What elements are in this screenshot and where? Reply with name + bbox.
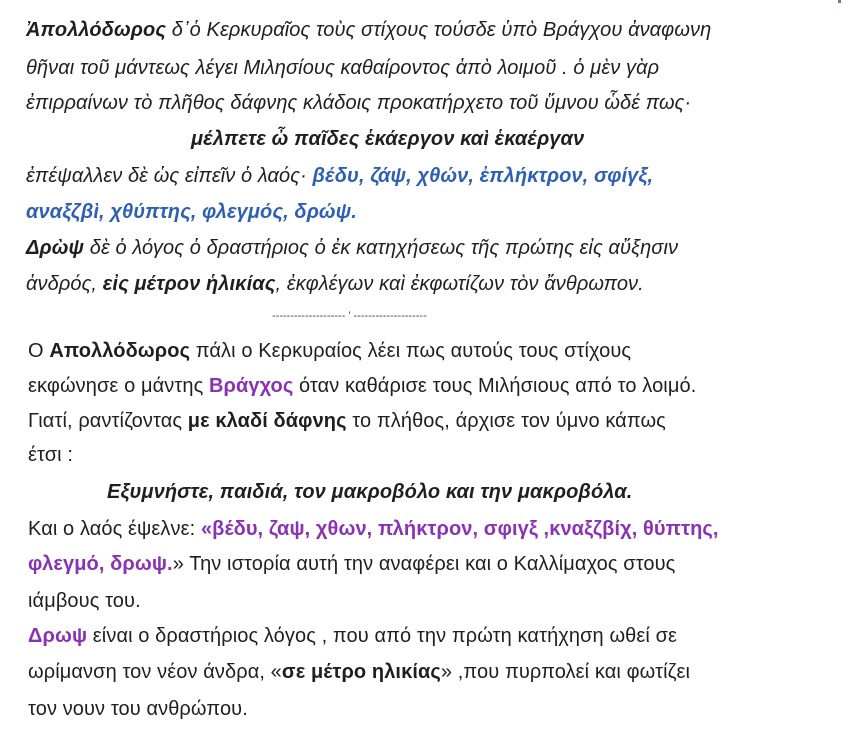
modern-line-3 — [28, 408, 666, 434]
modern-text: Ο — [28, 340, 50, 362]
ancient-text: , ἐκφλέγων καὶ ἐκφωτίζων τὸν ἄνθρωπον. — [275, 273, 644, 295]
modern-text: εκφώνησε ο μάντης — [28, 375, 209, 397]
author-name-modern: Απολλόδωρος — [49, 340, 191, 362]
modern-text: Και ο λαός έψελνε: — [28, 518, 201, 540]
magic-words-ancient-cont: αναξζβὶ, χθύπτης, φλεγμός, δρώψ. — [26, 201, 357, 223]
modern-text: » ,που πυρπολεί και φωτίζει — [440, 661, 691, 683]
ancient-line-8 — [26, 271, 644, 297]
modern-line-6 — [28, 516, 719, 542]
modern-text: όταν καθάρισε τους Μιλήσιους από το λοιμό. — [293, 375, 697, 397]
modern-text: το πλήθος, άρχισε τον ύμνο κάπως — [346, 410, 666, 432]
modern-line-9 — [28, 623, 677, 649]
ancient-line-5 — [26, 163, 653, 189]
drops-term: Δρὼψ — [26, 237, 85, 259]
drops-term-modern: Δρωψ — [28, 625, 88, 647]
modern-text: » Την ιστορία αυτή την αναφέρει και ο Καλλίμαχος στους — [172, 553, 676, 575]
ancient-line-1 — [26, 17, 711, 43]
modern-emphasis: σε μέτρο ηλικίας — [281, 661, 441, 683]
modern-text: ωρίμανση τον νέον άνδρα, « — [28, 661, 282, 683]
ancient-line-2: θῆναι τοῦ μάντεως λέγει Μιλησίους καθαίροντος ἀπὸ λοιμοῦ . ὁ μὲν γὰρ — [26, 57, 660, 79]
modern-text: πάλι ο Κερκυραίος λέει πως αυτούς τους στίχους — [190, 340, 632, 362]
modern-line-4: έτσι : — [28, 444, 74, 466]
section-separator: -------------------- ' -------------------- — [272, 310, 427, 322]
ancient-hymn-line: μέλπετε ὦ παῖδες ἑκάεργον καὶ ἑκαέργαν — [191, 128, 585, 150]
magic-words-modern-cont: φλεγμό, δρωψ. — [28, 553, 173, 575]
ancient-text: ἐπέψαλλεν δὲ ὡς εἰπεῖν ὁ λαός· — [26, 165, 313, 187]
ancient-line-3: ἐπιρραίνων τὸ πλῆθος δάφνης κλάδοις προκατήρχετο τοῦ ὕμνου ὧδέ πως· — [26, 92, 692, 114]
modern-emphasis: με κλαδί δάφνης — [187, 410, 347, 432]
modern-line-2 — [28, 373, 696, 399]
ancient-text: δ᾽ὁ Κερκυραῖος τοὺς στίχους τούσδε ὑπὸ Βράγχου ἀναφωνη — [166, 19, 712, 41]
magic-words-modern: «βέδυ, ζαψ, χθων, πλήκτρον, σφιγξ ,κναξζβίχ, θύπτης, — [200, 518, 719, 540]
ancient-line-7 — [26, 235, 678, 261]
author-name: Ἀπολλόδωρος — [26, 19, 167, 41]
modern-line-7 — [28, 551, 675, 577]
modern-text: Γιατί, ραντίζοντας — [28, 410, 188, 432]
modern-line-8: ιάμβους του. — [28, 590, 141, 612]
prophet-name: Βράγχος — [208, 375, 294, 397]
modern-hymn-line: Εξυμνήστε, παιδιά, τον μακροβόλο και την μακροβόλα. — [107, 481, 633, 503]
ancient-text: δὲ ὁ λόγος ὁ δραστήριος ὁ ἐκ κατηχήσεως τῆς πρώτης εἰς αὔξησιν — [84, 237, 679, 259]
magic-words-ancient: βέδυ, ζάψ, χθών, ἐπλήκτρον, σφίγξ, — [312, 165, 654, 187]
ancient-text: ἀνδρός, — [26, 273, 103, 295]
ancient-emphasis: εἰς μέτρον ἡλικίας — [102, 273, 276, 295]
modern-text: είναι ο δραστήριος λόγος , που από την πρώτη κατήχηση ωθεί σε — [87, 625, 678, 647]
modern-line-10 — [28, 659, 690, 685]
modern-line-11: τον νουν του ανθρώπου. — [28, 698, 248, 720]
modern-line-1 — [28, 338, 631, 364]
